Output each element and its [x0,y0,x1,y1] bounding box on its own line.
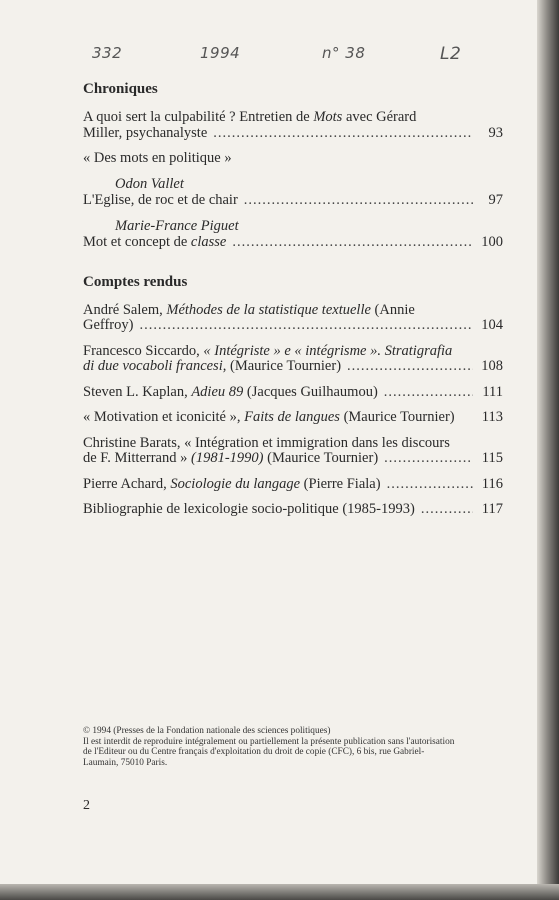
entry-title-line: Francesco Siccardo, « Intégriste » e « intégrisme ». Stratigrafia [83,342,453,359]
scan-shadow-bottom [0,884,559,900]
leader-dots [232,235,473,251]
entry-title-line: Mot et concept de classe [83,234,227,250]
entry-title-line: di due vocaboli francesi, (Maurice Tournier) [83,358,342,374]
entry-title-line: Geffroy) [83,317,134,333]
section-title: Comptes rendus [83,273,188,290]
entry-page-number: 113 [481,409,503,425]
copyright-line: Il est interdit de reproduire intégralement ou partiellement la présente publication sans l'autorisation [83,736,455,747]
toc-entry [83,151,503,167]
copyright-line: © 1994 (Presses de la Fondation nationale des sciences politiques) [83,726,331,736]
toc-entry [83,477,503,493]
entry-page-number: 97 [488,192,503,208]
leader-dots [139,318,473,334]
entry-title-line: Steven L. Kaplan, Adieu 89 (Jacques Guilhaumou) [83,383,378,400]
entry-title-line: « Des mots en politique » [83,150,232,166]
handwritten-note: 1994 [200,44,241,62]
toc-entry [83,385,503,401]
entry-title-line: L'Eglise, de roc et de chair [83,192,238,208]
toc-entry [83,436,503,467]
toc-entry [83,110,503,141]
leader-dots [347,359,473,375]
table-of-contents [83,80,503,528]
toc-entry [83,177,503,209]
entry-title-line: de F. Mitterrand » (1981-1990) (Maurice Tournier) [83,450,379,466]
entry-title-line: Miller, psychanalyste [83,124,208,141]
copyright-line: Laumain, 75010 Paris. [83,757,168,768]
entry-page-number: 115 [481,450,503,466]
entry-title-line: André Salem, Méthodes de la statistique textuelle (Annie [83,301,415,318]
entry-title-line: A quoi sert la culpabilité ? Entretien de Mots avec Gérard [83,109,417,125]
entry-page-number: 100 [481,234,503,250]
toc-entry [83,344,503,375]
leader-dots [213,126,473,142]
copyright-line: de l'Editeur ou du Centre français d'exploitation du droit de copie (CFC), 6 bis, rue Gabriel- [83,747,425,757]
copyright-notice [83,726,508,768]
page-number: 2 [83,798,90,813]
leader-dots [244,193,473,209]
section-title: Chroniques [83,81,158,97]
toc-entry [83,410,503,426]
handwritten-note: n° 38 [322,44,366,62]
leader-dots [384,385,473,401]
entry-page-number: 111 [482,383,503,400]
entry-page-number: 116 [481,475,503,492]
entry-author: Marie-France Piguet [115,217,239,234]
entry-title-line: Pierre Achard, Sociologie du langage (Pierre Fiala) [83,475,381,492]
handwritten-note: L2 [440,44,462,64]
entry-title-line: Christine Barats, « Intégration et immigration dans les discours [83,434,450,451]
toc-entry [83,303,503,334]
leader-dots [387,477,473,493]
leader-dots [384,451,473,467]
entry-page-number: 93 [488,124,503,141]
handwritten-note: 332 [92,44,123,62]
entry-author: Odon Vallet [115,175,184,192]
toc-entry [83,219,503,251]
entry-page-number: 117 [481,501,503,517]
leader-dots [421,502,473,518]
scan-shadow-right [537,0,559,900]
entry-title-line: « Motivation et iconicité », Faits de langues (Maurice Tournier) [83,409,455,425]
entry-title-line: Bibliographie de lexicologie socio-politique (1985-1993) [83,501,415,517]
entry-page-number: 104 [481,317,503,333]
entry-page-number: 108 [481,358,503,374]
toc-entry [83,502,503,518]
